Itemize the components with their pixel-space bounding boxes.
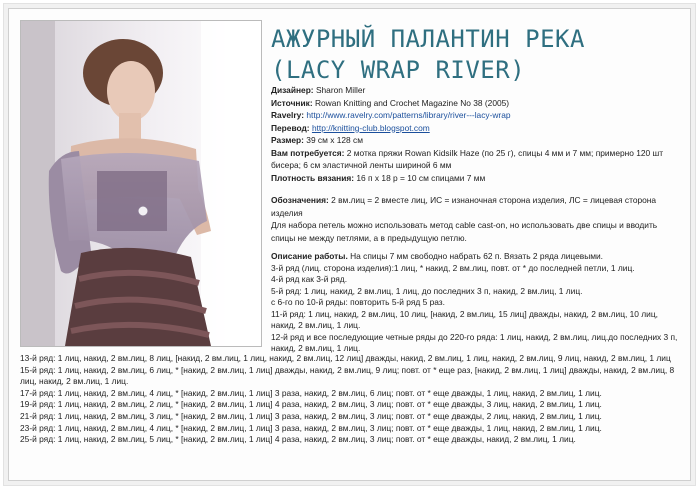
pattern-row: 19-й ряд: 1 лиц, накид, 2 вм.лиц, 2 лиц, * [накид, 2 вм.лиц, 1 лиц] 4 раза, накид, 2 вм.лиц, 3 лиц; повт. от * еще дважды, 3 лиц, накид, 2 вм.лиц, 1 лиц. <box>20 399 602 410</box>
gauge-value: 16 п x 18 р = 10 см спицами 7 мм <box>356 172 486 183</box>
source-row <box>271 97 681 110</box>
source-value: Rowan Knitting and Crochet Magazine No 38 (2005) <box>314 97 510 108</box>
instructions-full <box>20 353 688 446</box>
ravelry-link[interactable]: http://www.ravelry.com/patterns/library/river---lacy-wrap <box>306 110 511 120</box>
pattern-row: 25-й ряд: 1 лиц, накид, 2 вм.лиц, 5 лиц, * [накид, 2 вм.лиц, 1 лиц] 4 раза, накид, 2 вм.лиц, 3 лиц; повт. от * еще дважды, накид, 2 вм.лиц, 1 лиц. <box>20 434 576 445</box>
ravelry-row <box>271 109 681 122</box>
materials-value: 2 мотка пряжи Rowan Kidsilk Haze (по 25 г), спицы 4 мм и 7 мм; примерно 120 шт бисера; 6 см эластичной ленты шириной 6 мм <box>271 147 664 170</box>
model-photo <box>20 20 262 347</box>
work-intro-row <box>271 251 683 263</box>
pattern-row: 11-й ряд: 1 лиц, накид, 2 вм.лиц, 10 лиц, [накид, 2 вм.лиц, 15 лиц] дважды, накид, 2 вм.лиц, 10 лиц, накид, 2 вм.лиц, 1 лиц. <box>271 308 658 330</box>
designer-value: Sharon Miller <box>315 85 366 95</box>
pattern-title <box>271 24 691 86</box>
notation-label: Обозначения: <box>271 195 329 205</box>
translation-row <box>271 122 681 135</box>
pattern-row: 3-й ряд (лиц. сторона изделия):1 лиц, * накид, 2 вм.лиц, повт. от * до последней петли, 1 лиц. <box>271 262 635 273</box>
pattern-row: 4-й ряд как 3-й ряд. <box>271 274 348 284</box>
designer-row <box>271 84 681 97</box>
title-line-ru: АЖУРНЫЙ ПАЛАНТИН РЕКА <box>271 25 585 53</box>
pattern-row: 17-й ряд: 1 лиц, накид, 2 вм.лиц, 4 лиц, * [накид, 2 вм.лиц, 1 лиц] 3 раза, накид, 2 вм.лиц, 6 лиц; повт. от * еще дважды, 1 лиц, накид, 2 вм.лиц, 1 лиц. <box>20 387 602 398</box>
gauge-label: Плотность вязания: <box>271 172 355 183</box>
pattern-row: 21-й ряд: 1 лиц, накид, 2 вм.лиц, 3 лиц, * [накид, 2 вм.лиц, 1 лиц] 3 раза, накид, 2 вм.лиц, 3 лиц; повт. от * еще дважды, 2 лиц, накид, 2 вм.лиц, 1 лиц. <box>20 410 602 421</box>
pattern-row: с 6-го по 10-й ряды: повторить 5-й ряд 5 раз. <box>271 297 445 307</box>
notation-value: 2 вм.лиц = 2 вместе лиц, ИС = изнаночная сторона изделия, ЛС = лицевая сторона изделия <box>271 195 657 218</box>
pattern-row: 13-й ряд: 1 лиц, накид, 2 вм.лиц, 8 лиц, [накид, 2 вм.лиц, 1 лиц, накид, 2 вм.лиц, 12 лиц] дважды, накид, 2 вм.лиц, 1 лиц, накид, 2 вм.лиц, 9 лиц, накид, 2 вм.лиц, 1 лиц <box>20 353 671 363</box>
pattern-meta <box>271 84 681 244</box>
translation-label: Перевод: <box>271 122 310 133</box>
size-row <box>271 134 681 147</box>
gauge-row <box>271 172 681 185</box>
designer-label: Дизайнер: <box>271 85 314 95</box>
title-line-en: (LACY WRAP RIVER) <box>271 56 526 84</box>
materials-label: Вам потребуется: <box>271 147 345 158</box>
pattern-row: 23-й ряд: 1 лиц, накид, 2 вм.лиц, 4 лиц, * [накид, 2 вм.лиц, 1 лиц] 3 раза, накид, 2 вм.лиц, 3 лиц; повт. от * еще дважды, 1 лиц, накид, 2 вм.лиц, 1 лиц. <box>20 422 602 433</box>
pattern-row: 5-й ряд: 1 лиц, накид, 2 вм.лиц, 1 лиц, до последних 3 п, накид, 2 вм.лиц, 1 лиц. <box>271 285 583 296</box>
ravelry-label: Ravelry: <box>271 110 305 120</box>
size-label: Размер: <box>271 135 304 145</box>
translation-link[interactable]: http://knitting-club.blogspot.com <box>311 122 430 133</box>
instructions-top <box>271 251 683 355</box>
work-label: Описание работы. <box>271 251 348 261</box>
size-value: 39 см x 128 см <box>306 135 363 145</box>
notation-row <box>271 194 681 219</box>
pattern-row: 15-й ряд: 1 лиц, накид, 2 вм.лиц, 6 лиц, * [накид, 2 вм.лиц, 1 лиц] дважды, накид, 2 вм.лиц, 9 лиц; повт. от * еще раз, [накид, 2 вм.лиц, 1 лиц] дважды, накид, 2 вм.лиц, 8 лиц, накид, 2 вм.лиц, 1 лиц. <box>20 364 675 387</box>
work-intro: На спицы 7 мм свободно набрать 62 п. Вязать 2 ряда лицевыми. <box>350 251 604 261</box>
materials-row <box>271 147 681 172</box>
source-label: Источник: <box>271 97 313 108</box>
pattern-row: 12-й ряд и все последующие четные ряды до 220-го ряда: 1 лиц, накид, 2 вм.лиц, лиц.до последних 3 п, накид, 2 вм.лиц, 1 лиц. <box>271 331 678 353</box>
model-illustration <box>21 21 261 346</box>
notation-note: Для набора петель можно использовать метод cable cast-on, но использовать две спицы и вводить спицы не между петлями, а в предыдущую петлю. <box>271 220 658 243</box>
